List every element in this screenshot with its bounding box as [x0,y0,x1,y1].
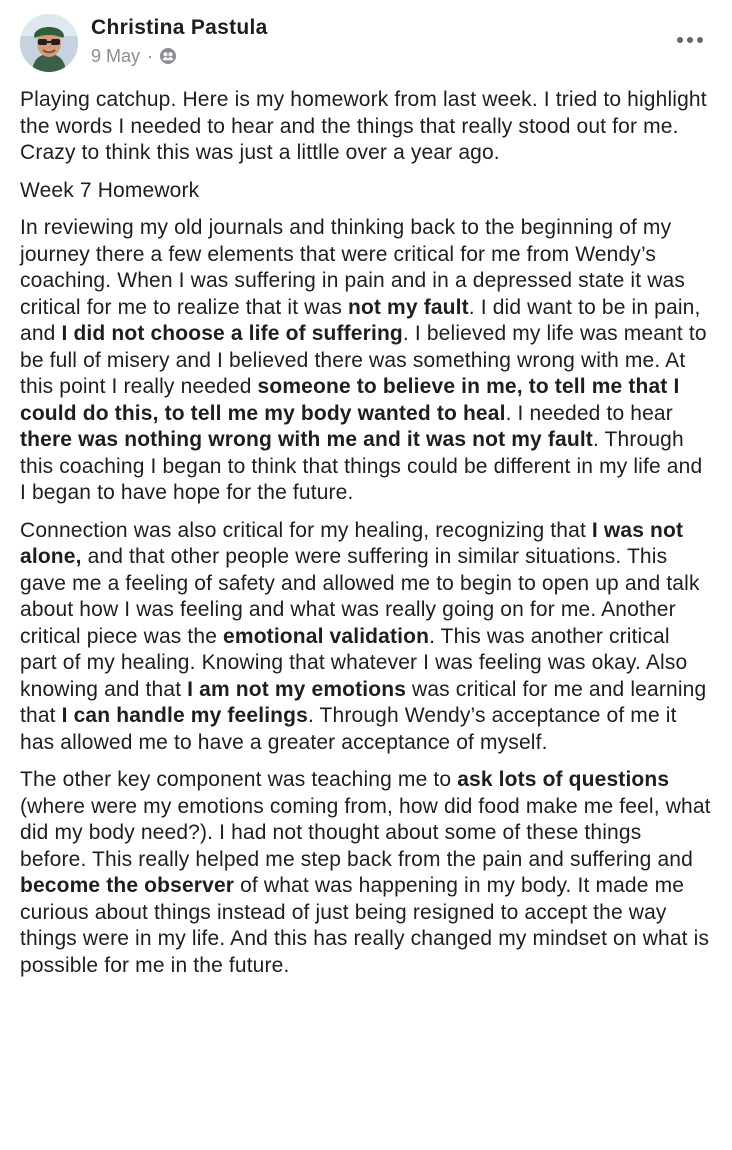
post-text: The other key component was teaching me to [20,768,458,791]
post-text: (where were my emotions coming from, how did food make me feel, what did my body need?). I had not thought about some of these things before. This really helped me step back from the pain and suffering and [20,794,711,871]
post-highlighted-text: emotional validation [223,624,430,648]
post-text: was critical for me and learning that [20,677,707,727]
author-avatar[interactable] [20,14,78,72]
post-date[interactable]: 9 May [91,45,141,66]
post-highlighted-text: I did not choose a life of suffering [61,322,403,345]
post-text: . I needed to hear [505,401,673,425]
post-text: . I believed my life was meant to be full of misery and I believed there was something wrong with me. At this point I really needed [20,322,707,398]
post-text: . Through this coaching I began to think that things could be different in my life and I began to have hope for the future. [20,428,703,504]
post-highlighted-text: there was nothing wrong with me and it was not my fault [20,428,593,451]
post-text: Connection was also critical for my healing, recognizing that [20,518,592,542]
more-options-icon [677,37,703,43]
post-text: . This was another critical part of my healing. Knowing that whatever I was feeling was okay. Also knowing and that [20,624,688,701]
friends-icon[interactable] [159,47,177,65]
post-paragraph-heading [20,178,712,205]
meta-separator: · [147,45,154,66]
post-paragraph-intro [20,87,712,167]
post-highlighted-text: I was not alone, [20,518,684,568]
post-paragraph-paragraph-1 [20,215,712,507]
avatar-image [20,14,78,72]
post-text: In reviewing my old journals and thinking back to the beginning of my journey there a few elements that were critical for me from Wendy’s coaching. When I was suffering in pain and in a depressed state it was critical for me to realize that it was [20,216,685,319]
post-body [20,87,712,990]
post-highlighted-text: someone to believe in me, to tell me that I could do this, to tell me my body wanted to heal [20,375,680,425]
post-header [20,14,712,76]
post-text: . Through Wendy’s acceptance of me it has allowed me to have a greater acceptance of myself. [20,704,677,754]
post-text: of what was happening in my body. It made me curious about things instead of just being resigned to accept the way things were in my life. And this has really changed my mindset on what is possible for me in the future. [20,874,710,977]
post-text: and that other people were suffering in similar situations. This gave me a feeling of safety and allowed me to begin to open up and talk about how I was feeling and what was really going on for me. Another critical piece was the [20,545,700,648]
post-paragraph-paragraph-2 [20,518,712,757]
post-text: Week 7 Homework [20,178,200,202]
post-text: . I did want to be in pain, and [20,295,701,345]
post-meta [91,44,177,68]
post-highlighted-text: I can handle my feelings [61,704,308,727]
author-name[interactable]: Christina Pastula [91,16,268,39]
post-highlighted-text: I am not my emotions [187,677,407,701]
post-highlighted-text: ask lots of questions [457,768,670,791]
post-highlighted-text: become the observer [20,874,235,897]
post-highlighted-text: not my fault [347,295,469,319]
post-paragraph-paragraph-3 [20,767,712,979]
post-text: Playing catchup. Here is my homework from last week. I tried to highlight the words I needed to hear and the things that really stood out for me. Crazy to think this was just a littlle over a year ago. [20,88,707,164]
more-options-button[interactable] [672,28,708,52]
